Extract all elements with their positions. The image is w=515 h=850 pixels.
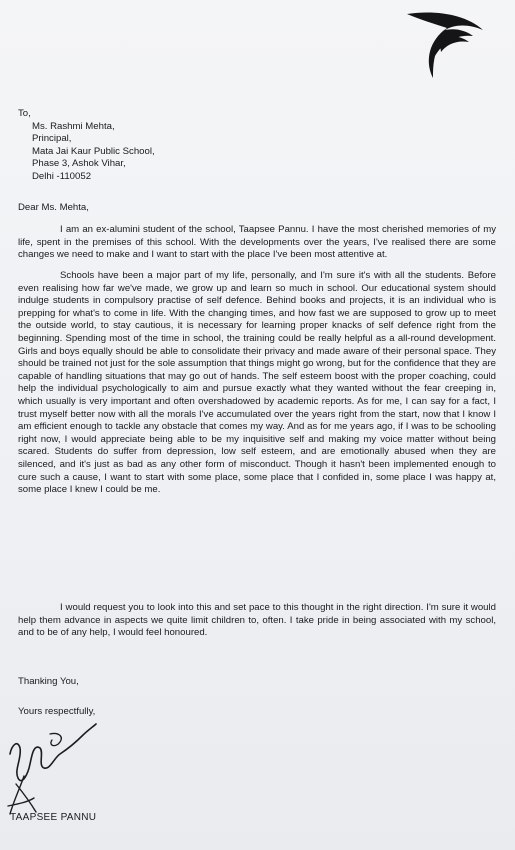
- salutation: Dear Ms. Mehta,: [18, 202, 89, 213]
- body-paragraph-1: I am an ex-alumini student of the school, Taapsee Pannu. I have the most cherished memories of my life, spent in the premises of this school. With the developments over the years, I've realised there are some changes we need to make and I want to start with the place I've been most attentive at.: [18, 224, 496, 261]
- recipient-title: Principal,: [32, 133, 72, 145]
- closing-yours: Yours respectfully,: [18, 706, 96, 717]
- recipient-name: Ms. Rashmi Mehta,: [32, 120, 115, 132]
- handwritten-signature-icon: [4, 714, 100, 824]
- closing-thanks: Thanking You,: [18, 676, 79, 687]
- recipient-city: Delhi -110052: [32, 170, 92, 182]
- bird-wing-logo-icon: [405, 8, 485, 80]
- body-paragraph-3: I would request you to look into this and set pace to this thought in the right direction. I'm sure it would help them advance in aspects we quite limit children to, often. I take pride in being associated with my school, and to be of any help, I would feel honoured.: [18, 602, 496, 639]
- recipient-school: Mata Jai Kaur Public School,: [32, 145, 155, 157]
- body-paragraph-2: Schools have been a major part of my life, personally, and I'm sure it's with all the students. Before even realising how far we've made, we grow up and learn so much in school. Our educational system should indulge students in compulsory practise of self defence. Behind books and projects, it is an individual who is prepping for what's to come in life. With the changing times, and how fast we are supposed to grow up to meet the outside world, to stay cautious, it is necessary for learning proper knacks of self defence right from the beginning. Spending most of the time in school, the training could be really helpful as a all-round development. Girls and boys equally should be able to consolidate their privacy and made aware of their personal space. They should be trained not just for the sole assumption that things might go wrong, but for the confidence that they are capable of handling situations that may go out of hands. The self esteem boost with the proper coaching, could help the individual psychologically to aim and pursue exactly what they wanted without the fear creeping in, which usually is very important and often overshadowed by academic reports. As for me, I can say for a fact, I trust myself better now with all the morals I've accumulated over the years right from the start, now that I know I am efficient enough to tackle any obstacle that comes my way. And as for me years ago, if I was to be schooling right now, I would appreciate being able to be my inquisitive self and making my voice matter without being scared. Students do suffer from depression, low self esteem, and are emotionally abused when they are silenced, and it's just as bad as any other form of misconduct. Though it hasn't been implemented enough to cure such a cause, I want to start with some place, some place that I confided in, some place I was happy at, some place I knew I could be me.: [18, 270, 496, 496]
- to-line: To,: [18, 108, 31, 119]
- recipient-street: Phase 3, Ashok Vihar,: [32, 158, 126, 170]
- signatory-name: TAAPSEE PANNU: [10, 812, 97, 823]
- recipient-address: [18, 108, 155, 184]
